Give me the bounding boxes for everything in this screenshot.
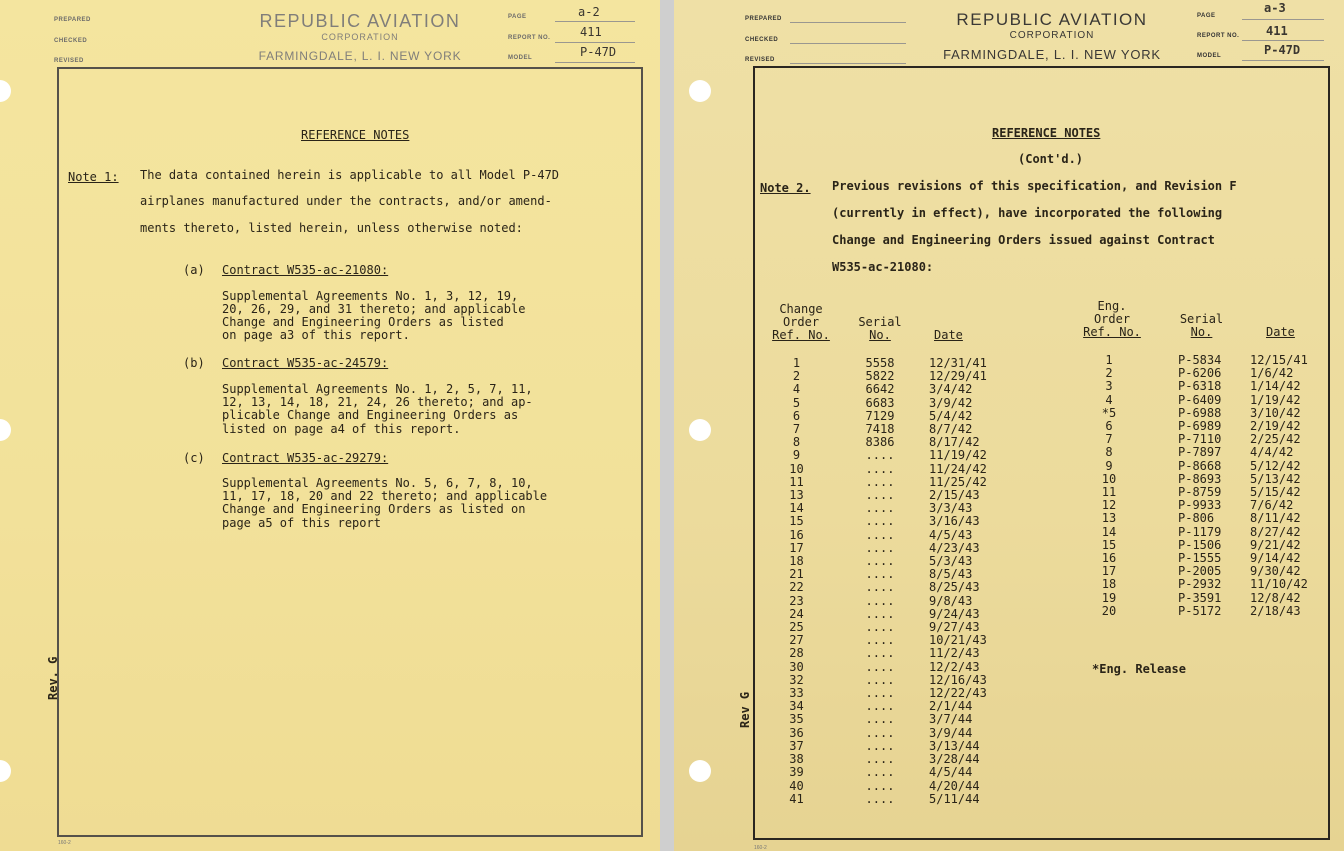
- table-cell: P-7110: [1178, 432, 1222, 447]
- table-cell: ....: [865, 672, 895, 687]
- eng-serial-header: [1174, 313, 1229, 339]
- header-line: Date: [1266, 325, 1295, 339]
- table-cell: 9/8/43: [929, 593, 973, 608]
- right-page: [674, 0, 1344, 851]
- table-cell: 9/21/42: [1250, 537, 1301, 552]
- table-cell: 12/8/42: [1250, 590, 1301, 605]
- table-cell: 35: [789, 712, 804, 727]
- contract-heading: Contract W535-ac-24579:: [222, 356, 389, 370]
- page-label: PAGE: [1197, 13, 1216, 19]
- table-cell: ....: [865, 699, 895, 714]
- table-cell: P-8693: [1178, 471, 1222, 486]
- table-cell: 28: [789, 646, 804, 661]
- table-cell: 12/22/43: [929, 686, 987, 701]
- table-cell: ....: [865, 461, 895, 476]
- table-cell: ....: [865, 712, 895, 727]
- table-cell: P-2005: [1178, 564, 1222, 579]
- company-corporation: CORPORATION: [1009, 30, 1095, 41]
- company-name: REPUBLIC AVIATION: [956, 10, 1148, 29]
- table-cell: 1/14/42: [1250, 379, 1301, 394]
- table-cell: 3/16/43: [929, 514, 980, 529]
- table-cell: 5/11/44: [929, 791, 980, 806]
- table-cell: 9: [792, 448, 801, 463]
- table-cell: P-6318: [1178, 379, 1222, 394]
- header-line: No.: [869, 328, 891, 343]
- table-cell: 11/19/42: [929, 448, 987, 463]
- serial-header: [854, 316, 906, 342]
- table-cell: 41: [789, 791, 804, 806]
- table-cell: 8/5/43: [929, 567, 973, 582]
- header-line: Date: [934, 328, 963, 342]
- note-line: Previous revisions of this specification, and Revision F: [832, 179, 1237, 193]
- revised-label: REVISED: [745, 57, 775, 63]
- table-cell: 17: [789, 540, 804, 555]
- item-line: 11, 17, 18, 20 and 22 thereto; and applicable: [222, 489, 548, 503]
- table-cell: 7418: [865, 422, 895, 437]
- table-cell: 36: [789, 725, 804, 740]
- table-cell: 3/9/44: [929, 725, 973, 740]
- table-cell: 9/27/43: [929, 620, 980, 635]
- table-cell: P-3591: [1178, 590, 1222, 605]
- item-letter: (b): [183, 356, 205, 370]
- item-letter: (c): [183, 451, 205, 465]
- form-number: 160-2: [58, 840, 71, 846]
- table-cell: P-6409: [1178, 392, 1222, 407]
- table-cell: 8: [1105, 445, 1113, 460]
- eng-order-date-column: [1250, 354, 1322, 618]
- table-cell: 13: [789, 488, 804, 503]
- table-cell: 8: [792, 435, 801, 450]
- model-number: P-47D: [580, 45, 617, 59]
- table-cell: 15: [1101, 537, 1117, 552]
- table-cell: 3/28/44: [929, 752, 980, 767]
- company-name: REPUBLIC AVIATION: [259, 11, 461, 31]
- change-order-ref-column: [779, 357, 814, 806]
- table-cell: 6642: [865, 382, 895, 397]
- date-header: [934, 329, 979, 342]
- table-cell: 5822: [865, 369, 895, 384]
- table-cell: P-5834: [1178, 353, 1222, 367]
- table-cell: 8/27/42: [1250, 524, 1301, 539]
- change-order-serial-column: [860, 357, 900, 806]
- table-cell: 7: [1105, 432, 1113, 447]
- table-cell: 9/24/43: [929, 606, 980, 621]
- page-label: PAGE: [508, 14, 527, 20]
- revised-label: REVISED: [54, 58, 84, 64]
- table-cell: 1: [792, 356, 801, 370]
- table-cell: ....: [865, 448, 895, 463]
- punch-hole: [689, 760, 711, 782]
- item-line: 20, 26, 29, and 31 thereto; and applicable: [222, 302, 526, 316]
- table-cell: P-7897: [1178, 445, 1222, 460]
- report-number: 411: [580, 25, 602, 39]
- eng-order-header: [1080, 300, 1144, 340]
- page-number: a-3: [1264, 1, 1286, 15]
- table-cell: P-6988: [1178, 405, 1222, 420]
- model-label: MODEL: [508, 55, 533, 61]
- table-cell: 2: [792, 369, 801, 384]
- table-cell: ....: [865, 778, 895, 793]
- header-line: Ref. No.: [772, 328, 830, 343]
- table-cell: 12/16/43: [929, 672, 987, 687]
- punch-hole: [0, 760, 11, 782]
- table-cell: 10/21/43: [929, 633, 987, 648]
- table-cell: 4/20/44: [929, 778, 980, 793]
- table-cell: 34: [789, 699, 804, 714]
- table-cell: 11/24/42: [929, 461, 987, 476]
- form-number: 160-2: [754, 845, 767, 851]
- header-line: No.: [1190, 325, 1213, 340]
- table-cell: 30: [789, 659, 804, 674]
- table-cell: ....: [865, 488, 895, 503]
- table-cell: 8386: [865, 435, 895, 450]
- table-cell: 10: [1101, 471, 1117, 486]
- table-cell: 33: [789, 686, 804, 701]
- prepared-label: PREPARED: [745, 16, 782, 22]
- table-cell: 8/25/43: [929, 580, 980, 595]
- table-cell: 11: [1101, 485, 1117, 500]
- table-cell: ....: [865, 567, 895, 582]
- eng-order-ref-column: [1094, 354, 1124, 618]
- table-cell: 7129: [865, 408, 895, 423]
- table-cell: 11/25/42: [929, 474, 987, 489]
- table-cell: 18: [789, 554, 804, 569]
- table-cell: 7/6/42: [1250, 498, 1294, 513]
- table-cell: ....: [865, 501, 895, 516]
- item-line: Change and Engineering Orders as listed on: [222, 502, 526, 516]
- table-cell: ....: [865, 686, 895, 701]
- table-cell: P-6206: [1178, 366, 1222, 381]
- contract-heading: Contract W535-ac-21080:: [222, 263, 389, 277]
- report-number: 411: [1266, 24, 1288, 38]
- table-cell: ....: [865, 659, 895, 674]
- table-cell: 12/15/41: [1250, 353, 1308, 367]
- company-location: FARMINGDALE, L. I. NEW YORK: [258, 49, 462, 63]
- table-cell: 20: [1101, 603, 1117, 618]
- table-cell: 1/19/42: [1250, 392, 1301, 407]
- note-line: ments thereto, listed herein, unless otherwise noted:: [140, 221, 523, 235]
- table-cell: 5/15/42: [1250, 485, 1301, 500]
- table-cell: 5: [792, 395, 801, 410]
- table-cell: 5/13/42: [1250, 471, 1301, 486]
- punch-hole: [0, 419, 11, 441]
- punch-hole: [689, 419, 711, 441]
- checked-label: CHECKED: [54, 38, 88, 44]
- section-title: REFERENCE NOTES: [992, 126, 1101, 140]
- table-cell: 9/14/42: [1250, 551, 1301, 566]
- note-line: The data contained herein is applicable to all Model P-47D: [140, 168, 560, 182]
- table-cell: P-9933: [1178, 498, 1222, 513]
- table-cell: 14: [789, 501, 804, 516]
- note-label: Note 2.: [760, 181, 811, 195]
- item-line: plicable Change and Engineering Orders as: [222, 408, 519, 422]
- table-cell: 3/9/42: [929, 395, 973, 410]
- table-cell: P-8668: [1178, 458, 1222, 473]
- table-cell: ....: [865, 725, 895, 740]
- table-cell: 25: [789, 620, 804, 635]
- table-cell: 4/23/43: [929, 540, 980, 555]
- table-cell: 8/17/42: [929, 435, 980, 450]
- item-line: page a5 of this report: [222, 516, 381, 530]
- table-cell: 21: [789, 567, 804, 582]
- header-line: Serial: [858, 315, 902, 329]
- table-cell: 38: [789, 752, 804, 767]
- table-cell: 12/2/43: [929, 659, 980, 674]
- eng-date-header: [1266, 326, 1311, 339]
- revision-mark: Rev G: [738, 691, 752, 728]
- table-cell: 9/30/42: [1250, 564, 1301, 579]
- report-label: REPORT NO.: [508, 35, 551, 41]
- table-cell: 12/31/41: [929, 356, 987, 370]
- table-cell: 9: [1105, 458, 1113, 473]
- table-cell: 2/15/43: [929, 488, 980, 503]
- header-line: Change: [779, 302, 823, 316]
- table-cell: 11/2/43: [929, 646, 980, 661]
- table-cell: *5: [1101, 405, 1117, 420]
- table-cell: 40: [789, 778, 804, 793]
- punch-hole: [689, 80, 711, 102]
- note-line: Change and Engineering Orders issued against Contract: [832, 233, 1215, 247]
- table-cell: 5/3/43: [929, 554, 973, 569]
- table-cell: 5/4/42: [929, 408, 973, 423]
- note-line: airplanes manufactured under the contracts, and/or amend-: [140, 194, 552, 208]
- table-cell: 3/7/44: [929, 712, 973, 727]
- table-cell: 13: [1101, 511, 1117, 526]
- contract-heading: Contract W535-ac-29279:: [222, 451, 389, 465]
- table-cell: 7: [792, 422, 801, 437]
- item-line: 12, 13, 14, 18, 21, 24, 26 thereto; and ap-: [222, 395, 533, 409]
- table-cell: 4: [792, 382, 801, 397]
- table-cell: 37: [789, 738, 804, 753]
- table-cell: ....: [865, 765, 895, 780]
- table-cell: 8/7/42: [929, 422, 973, 437]
- left-page: [0, 0, 660, 851]
- section-title: REFERENCE NOTES: [301, 128, 410, 142]
- table-cell: P-2932: [1178, 577, 1222, 592]
- table-cell: 11: [789, 474, 804, 489]
- note-line: (currently in effect), have incorporated the following: [832, 206, 1223, 220]
- table-cell: P-806: [1178, 511, 1215, 526]
- header-line: Ref. No.: [1083, 325, 1141, 340]
- table-cell: ....: [865, 540, 895, 555]
- table-cell: 2/19/42: [1250, 419, 1301, 434]
- header-line: Order: [1093, 312, 1131, 327]
- table-cell: ....: [865, 580, 895, 595]
- note-label: Note 1:: [68, 170, 119, 184]
- table-cell: 11/10/42: [1250, 577, 1308, 592]
- table-cell: 6683: [865, 395, 895, 410]
- note-line: W535-ac-21080:: [832, 260, 934, 274]
- header-line: Order: [782, 315, 820, 330]
- change-order-date-column: [929, 357, 1009, 806]
- table-cell: 12: [1101, 498, 1117, 513]
- revision-mark: Rev. G: [46, 656, 60, 700]
- table-cell: 16: [789, 527, 804, 542]
- table-cell: ....: [865, 646, 895, 661]
- table-cell: P-1555: [1178, 551, 1222, 566]
- table-cell: 2/18/43: [1250, 603, 1301, 618]
- table-cell: 19: [1101, 590, 1117, 605]
- table-cell: 24: [789, 606, 804, 621]
- prepared-label: PREPARED: [54, 17, 91, 23]
- table-cell: 39: [789, 765, 804, 780]
- company-corporation: CORPORATION: [321, 32, 399, 42]
- table-cell: 17: [1101, 564, 1117, 579]
- table-cell: 14: [1101, 524, 1117, 539]
- table-cell: 5558: [865, 356, 895, 370]
- section-subtitle: (Cont'd.): [1018, 152, 1084, 166]
- table-cell: 2/1/44: [929, 699, 973, 714]
- table-cell: 3/3/43: [929, 501, 973, 516]
- item-line: Supplemental Agreements No. 1, 3, 12, 19,: [222, 289, 519, 303]
- table-cell: ....: [865, 593, 895, 608]
- report-label: REPORT NO.: [1197, 33, 1240, 39]
- item-line: Supplemental Agreements No. 1, 2, 5, 7, 11,: [222, 382, 533, 396]
- model-label: MODEL: [1197, 53, 1222, 59]
- table-cell: 3/10/42: [1250, 405, 1301, 420]
- table-cell: 23: [789, 593, 804, 608]
- page-number: a-2: [578, 5, 600, 19]
- table-cell: 6: [792, 408, 801, 423]
- item-line: Change and Engineering Orders as listed: [222, 315, 504, 329]
- table-cell: P-5172: [1178, 603, 1222, 618]
- table-cell: 3/4/42: [929, 382, 973, 397]
- table-cell: 4/4/42: [1250, 445, 1294, 460]
- model-number: P-47D: [1264, 43, 1301, 57]
- table-cell: 5/12/42: [1250, 458, 1301, 473]
- table-cell: ....: [865, 791, 895, 806]
- eng-order-serial-column: [1178, 354, 1234, 618]
- company-location: FARMINGDALE, L. I. NEW YORK: [943, 47, 1161, 62]
- table-cell: 32: [789, 672, 804, 687]
- eng-release-note: *Eng. Release: [1092, 662, 1186, 676]
- table-cell: 22: [789, 580, 804, 595]
- table-cell: P-8759: [1178, 485, 1222, 500]
- table-cell: ....: [865, 474, 895, 489]
- table-cell: 8/11/42: [1250, 511, 1301, 526]
- table-cell: ....: [865, 527, 895, 542]
- table-cell: ....: [865, 752, 895, 767]
- table-cell: 6: [1105, 419, 1113, 434]
- page-gutter: [660, 0, 674, 851]
- table-cell: 2: [1105, 366, 1113, 381]
- table-cell: 3/13/44: [929, 738, 980, 753]
- table-cell: 10: [789, 461, 804, 476]
- table-cell: 27: [789, 633, 804, 648]
- table-cell: ....: [865, 620, 895, 635]
- table-cell: 4: [1105, 392, 1113, 407]
- item-letter: (a): [183, 263, 205, 277]
- table-cell: 1/6/42: [1250, 366, 1294, 381]
- table-cell: ....: [865, 633, 895, 648]
- table-cell: ....: [865, 514, 895, 529]
- change-order-header: [770, 303, 832, 343]
- table-cell: 12/29/41: [929, 369, 987, 384]
- table-cell: 18: [1101, 577, 1117, 592]
- table-cell: 3: [1105, 379, 1113, 394]
- item-line: Supplemental Agreements No. 5, 6, 7, 8, 10,: [222, 476, 533, 490]
- table-cell: P-1179: [1178, 524, 1222, 539]
- item-line: listed on page a4 of this report.: [222, 422, 461, 436]
- table-cell: 15: [789, 514, 804, 529]
- punch-hole: [0, 80, 11, 102]
- item-line: on page a3 of this report.: [222, 328, 410, 342]
- table-cell: 16: [1101, 551, 1117, 566]
- header-line: Eng.: [1097, 299, 1127, 313]
- table-cell: ....: [865, 738, 895, 753]
- table-cell: 1: [1105, 353, 1113, 367]
- table-cell: 4/5/44: [929, 765, 973, 780]
- table-cell: P-6989: [1178, 419, 1222, 434]
- checked-label: CHECKED: [745, 37, 779, 43]
- table-cell: ....: [865, 606, 895, 621]
- table-cell: 2/25/42: [1250, 432, 1301, 447]
- table-cell: P-1506: [1178, 537, 1222, 552]
- table-cell: 4/5/43: [929, 527, 973, 542]
- table-cell: ....: [865, 554, 895, 569]
- header-line: Serial: [1179, 312, 1224, 326]
